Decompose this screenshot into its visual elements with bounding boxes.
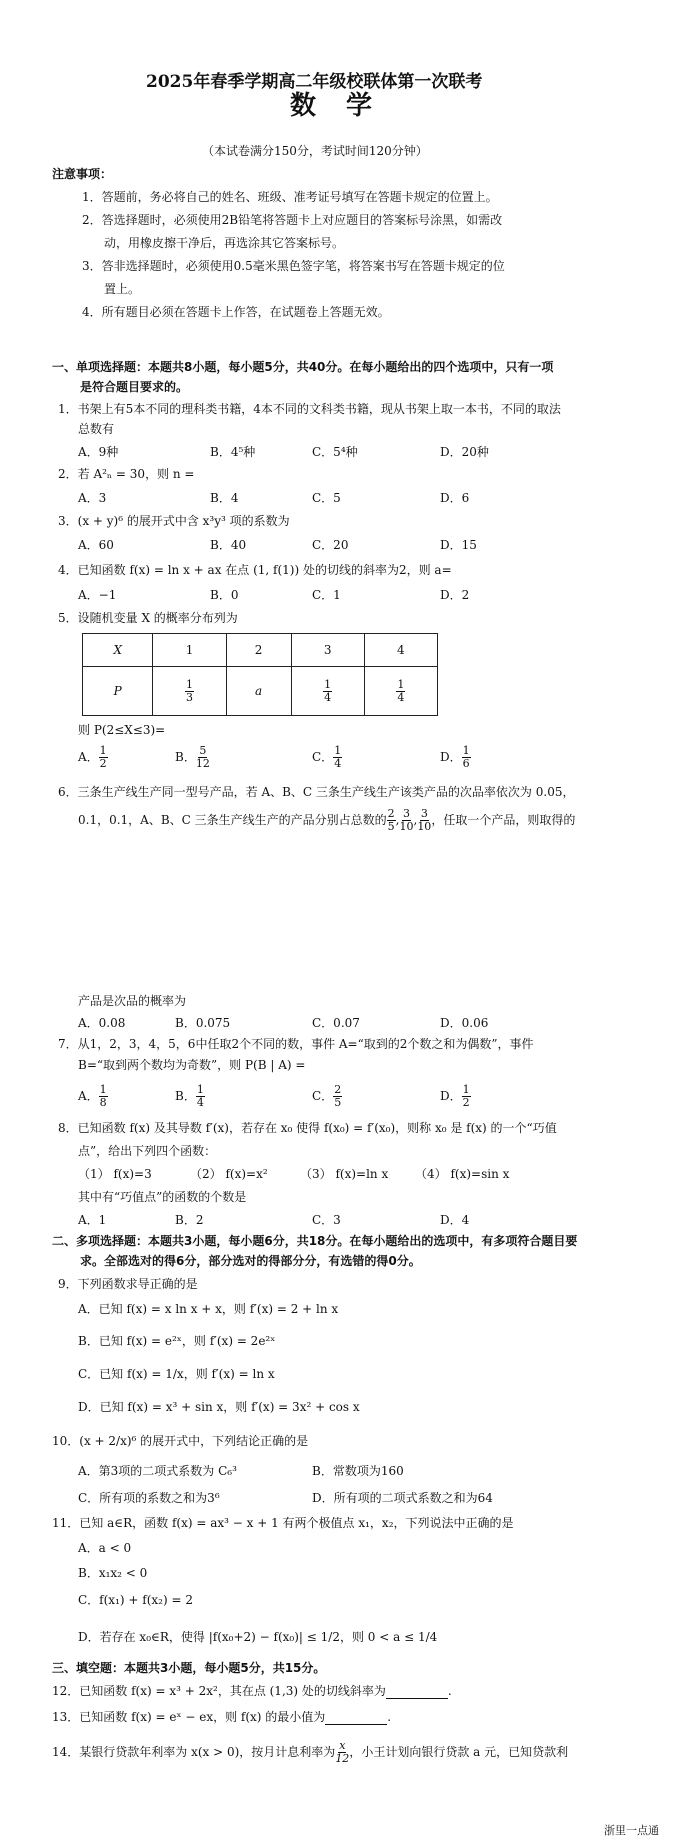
option-d: D．2 [440, 588, 470, 602]
function-item: （3） f(x)=ln x [300, 1167, 389, 1181]
question-stem: 11．已知 a∈R，函数 f(x) = ax³ − x + 1 有两个极值点 x₁，x₂，下列说法中正确的是 [52, 1516, 514, 1530]
option-c: C．1 [312, 588, 341, 602]
question-stem: 8．已知函数 f(x) 及其导数 f′(x)，若存在 x₀ 使得 f(x₀) = f′(x₀)，则称 x₀ 是 f(x) 的一个“巧值 [58, 1121, 557, 1135]
section-heading: 是符合题目要求的。 [80, 380, 189, 394]
option-a: A． $\frac{1}{8}$ [78, 1083, 107, 1109]
table-cell [364, 667, 437, 716]
notice-item: 3．答非选择题时，必须使用0.5毫米黑色签字笔，将答案书写在答题卡规定的位 [82, 259, 505, 273]
question-stem: 10．(x + 2/x)⁶ 的展开式中，下列结论正确的是 [52, 1434, 309, 1448]
question-stem: 6．三条生产线生产同一型号产品，若 A、B、C 三条生产线生产该类产品的次品率依次为 0.05， [58, 785, 575, 799]
question-stem: 7．从1，2，3，4，5，6中任取2个不同的数，事件 A=“取到的2个数之和为偶数”，事件 [58, 1037, 534, 1051]
option-c: C．0.07 [312, 1016, 360, 1030]
notice-item: 置上。 [104, 282, 141, 296]
option-b: B．4⁵种 [210, 445, 256, 459]
distribution-table [82, 633, 438, 716]
option-d: D．15 [440, 538, 477, 552]
option-c: C． $\frac{1}{4}$ [312, 744, 342, 770]
question-stem: 2．若 A²ₙ = 30，则 n = [58, 467, 195, 481]
section-heading: 二、多项选择题：本题共3小题，每小题6分，共18分。在每小题给出的选项中，有多项符合题目要 [52, 1234, 578, 1248]
question-stem: 则 P(2≤X≤3)= [78, 723, 166, 737]
option-a: A． $\frac{1}{2}$ [78, 744, 107, 770]
option-c: C．5⁴种 [312, 445, 358, 459]
option-d: D．20种 [440, 445, 489, 459]
table-cell: 3 [291, 634, 364, 667]
question-stem: 13．已知函数 f(x) = eˣ − ex，则 f(x) 的最小值为 . [52, 1710, 392, 1724]
option-a: A．9种 [78, 445, 119, 459]
question-stem: 总数有 [78, 422, 115, 436]
option-d: D．所有项的二项式系数之和为64 [312, 1491, 493, 1505]
table-cell: a [226, 667, 291, 716]
question-stem: 点”，给出下列四个函数： [78, 1144, 217, 1158]
option-c: C．20 [312, 538, 349, 552]
option-c: C．已知 f(x) = 1/x，则 f′(x) = ln x [78, 1367, 275, 1381]
option-a: A．1 [78, 1213, 107, 1227]
option-b: B．常数项为160 [312, 1464, 404, 1478]
question-stem: B=“取到两个数均为奇数”，则 P(B | A) = [78, 1058, 306, 1072]
option-d: D． $\frac{1}{2}$ [440, 1083, 470, 1109]
exam-title: 2025年春季学期高二年级校联体第一次联考 [146, 72, 483, 92]
question-stem: 1．书架上有5本不同的理科类书籍，4本不同的文科类书籍，现从书架上取一本书，不同的取法 [58, 402, 561, 416]
option-d: D．若存在 x₀∈R，使得 |f(x₀+2) − f(x₀)| ≤ 1/2，则 0 < a ≤ 1/4 [78, 1630, 438, 1644]
function-item: （4） f(x)=sin x [415, 1167, 510, 1181]
table-cell [153, 667, 226, 716]
option-d: D．4 [440, 1213, 470, 1227]
function-item: （1） f(x)=3 [78, 1167, 152, 1181]
table-cell: 1 [153, 634, 226, 667]
option-a: A．60 [78, 538, 114, 552]
option-b: B． $\frac{1}{4}$ [175, 1083, 204, 1109]
notice-item: 动，用橡皮擦干净后，再选涂其它答案标号。 [104, 236, 345, 250]
section-heading: 求。全部选对的得6分，部分选对的得部分分，有选错的得0分。 [80, 1254, 421, 1268]
table-cell: P [83, 667, 153, 716]
footer-brand: 浙里一点通 [604, 1824, 659, 1837]
question-stem: 3．(x + y)⁶ 的展开式中含 x³y³ 项的系数为 [58, 514, 290, 528]
option-c: C．5 [312, 491, 341, 505]
option-c: C．f(x₁) + f(x₂) = 2 [78, 1593, 193, 1607]
option-b: B．40 [210, 538, 247, 552]
notice-item: 4．所有题目必须在答题卡上作答，在试题卷上答题无效。 [82, 305, 390, 319]
option-c: C．3 [312, 1213, 341, 1227]
notice-item: 1．答题前，务必将自己的姓名、班级、准考证号填写在答题卡规定的位置上。 [82, 190, 498, 204]
exam-note: （本试卷满分150分，考试时间120分钟） [202, 144, 428, 158]
question-stem: 产品是次品的概率为 [78, 994, 187, 1008]
option-b: B．4 [210, 491, 239, 505]
section-heading: 一、单项选择题：本题共8小题，每小题5分，共40分。在每小题给出的四个选项中，只有一项 [52, 360, 554, 374]
fraction: $\frac{1}{3}$ [186, 677, 194, 704]
option-c: C． $\frac{2}{5}$ [312, 1083, 342, 1109]
option-b: B．x₁x₂ < 0 [78, 1566, 148, 1580]
fraction: $\frac{1}{4}$ [397, 677, 405, 704]
option-d: D．6 [440, 491, 470, 505]
question-stem: 12．已知函数 f(x) = x³ + 2x²，其在点 (1,3) 处的切线斜率为 . [52, 1684, 452, 1698]
option-c: C．所有项的系数之和为3⁶ [78, 1491, 220, 1505]
option-b: B． $\frac{5}{12}$ [175, 744, 210, 770]
table-cell [291, 667, 364, 716]
table-cell: 4 [364, 634, 437, 667]
question-stem: 9．下列函数求导正确的是 [58, 1277, 198, 1291]
question-stem: 其中有“巧值点”的函数的个数是 [78, 1190, 247, 1204]
option-b: B．0 [210, 588, 239, 602]
table-cell: 2 [226, 634, 291, 667]
fraction: $\frac{1}{4}$ [324, 677, 332, 704]
function-item: （2） f(x)=x² [190, 1167, 268, 1181]
section-heading: 三、填空题：本题共3小题，每小题5分，共15分。 [52, 1661, 326, 1675]
table-cell: X [83, 634, 153, 667]
option-d: D．0.06 [440, 1016, 489, 1030]
option-a: A．第3项的二项式系数为 C₆³ [78, 1464, 237, 1478]
option-b: B．已知 f(x) = e²ˣ，则 f′(x) = 2e²ˣ [78, 1334, 276, 1348]
option-b: B．0.075 [175, 1016, 231, 1030]
answer-blank[interactable] [386, 1686, 448, 1699]
option-a: A．−1 [78, 588, 117, 602]
notice-heading: 注意事项： [52, 167, 113, 181]
option-b: B．2 [175, 1213, 204, 1227]
answer-blank[interactable] [325, 1712, 387, 1725]
option-a: A．3 [78, 491, 107, 505]
notice-item: 2．答选择题时，必须使用2B铅笔将答题卡上对应题目的答案标号涂黑，如需改 [82, 213, 503, 227]
question-stem: 14．某银行贷款年利率为 x(x > 0)，按月计息利率为 $\frac{x}{12}$ ，小王计划向银行贷款 a 元，已知贷款利 [52, 1739, 569, 1765]
subject-title: 数学 [290, 91, 403, 121]
option-a: A．已知 f(x) = x ln x + x，则 f′(x) = 2 + ln x [78, 1302, 339, 1316]
option-d: D．已知 f(x) = x³ + sin x，则 f′(x) = 3x² + cos x [78, 1400, 360, 1414]
question-stem: 5．设随机变量 X 的概率分布列为 [58, 611, 238, 625]
question-stem: 0.1，0.1，A、B、C 三条生产线生产的产品分别占总数的 $\frac{2}{5}$ , $\frac{3}{10}$ , $\frac{3}{10}$ ，任取一个产品，则取得的 [78, 807, 576, 833]
question-stem: 4．已知函数 f(x) = ln x + ax 在点 (1, f(1)) 处的切线的斜率为2，则 a= [58, 563, 452, 577]
option-a: A．0.08 [78, 1016, 126, 1030]
option-a: A．a < 0 [78, 1541, 132, 1555]
option-d: D． $\frac{1}{6}$ [440, 744, 470, 770]
